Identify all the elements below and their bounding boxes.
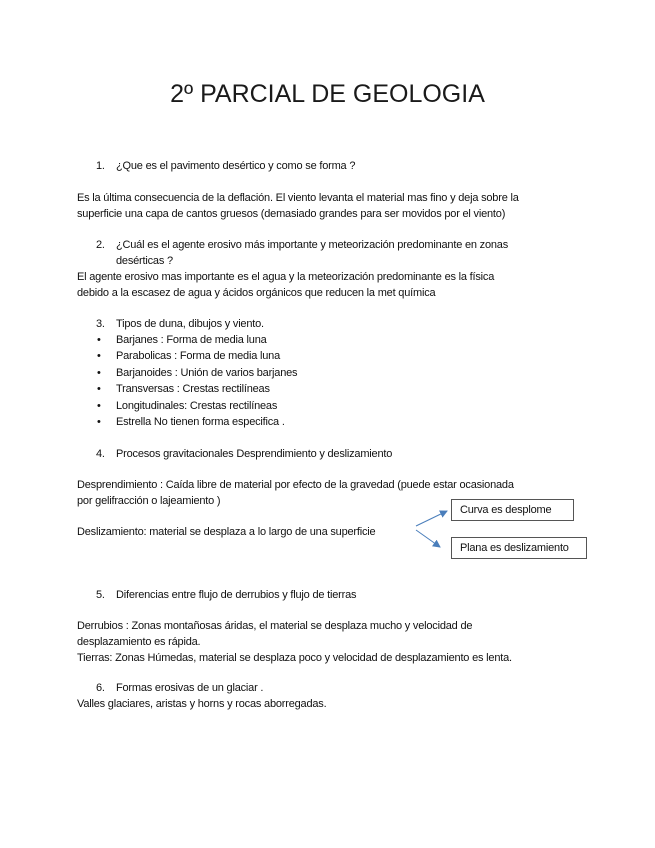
box-curva-desplome: Curva es desplome bbox=[451, 499, 574, 521]
q5-derrubios-line: Derrubios : Zonas montañosas áridas, el material se desplaza mucho y velocidad de bbox=[77, 620, 473, 632]
bullet-icon: • bbox=[97, 350, 101, 362]
bullet-icon: • bbox=[97, 400, 101, 412]
dune-list-item: Longitudinales: Crestas rectilíneas bbox=[116, 400, 278, 412]
q4-deslizamiento: Deslizamiento: material se desplaza a lo largo de una superficie bbox=[77, 526, 376, 538]
box-plana-deslizamiento: Plana es deslizamiento bbox=[451, 537, 587, 559]
q5-derrubios-line: desplazamiento es rápida. bbox=[77, 636, 201, 648]
q1-question: ¿Que es el pavimento desértico y como se forma ? bbox=[116, 160, 356, 172]
q4-question: Procesos gravitacionales Desprendimiento y deslizamiento bbox=[116, 448, 393, 460]
q1-number: 1. bbox=[96, 160, 105, 172]
q5-question: Diferencias entre flujo de derrubios y flujo de tierras bbox=[116, 589, 357, 601]
dune-list-item: Barjanes : Forma de media luna bbox=[116, 334, 267, 346]
q6-answer: Valles glaciares, aristas y horns y rocas aborregadas. bbox=[77, 698, 327, 710]
q1-answer-line: Es la última consecuencia de la deflación. El viento levanta el material mas fino y deja sobre la bbox=[77, 192, 519, 204]
q4-desprendimiento-line: por gelifracción o lajeamiento ) bbox=[77, 495, 221, 507]
q3-number: 3. bbox=[96, 318, 105, 330]
bullet-icon: • bbox=[97, 334, 101, 346]
q1-answer-line: superficie una capa de cantos gruesos (demasiado grandes para ser movidos por el viento) bbox=[77, 208, 506, 220]
dune-list-item: Parabolicas : Forma de media luna bbox=[116, 350, 280, 362]
q6-question: Formas erosivas de un glaciar . bbox=[116, 682, 264, 694]
bullet-icon: • bbox=[97, 416, 101, 428]
dune-list-item: Barjanoides : Unión de varios barjanes bbox=[116, 367, 298, 379]
q5-number: 5. bbox=[96, 589, 105, 601]
q2-answer-line: debido a la escasez de agua y ácidos orgánicos que reducen la met química bbox=[77, 287, 436, 299]
q2-question-line: desérticas ? bbox=[116, 255, 173, 267]
dune-list-item: Transversas : Crestas rectilíneas bbox=[116, 383, 270, 395]
q6-number: 6. bbox=[96, 682, 105, 694]
q2-number: 2. bbox=[96, 239, 105, 251]
bullet-icon: • bbox=[97, 367, 101, 379]
arrow-down-icon bbox=[416, 530, 440, 547]
q2-answer-line: El agente erosivo mas importante es el agua y la meteorización predominante es la física bbox=[77, 271, 495, 283]
q4-number: 4. bbox=[96, 448, 105, 460]
q5-tierras: Tierras: Zonas Húmedas, material se desplaza poco y velocidad de desplazamiento es lenta. bbox=[77, 652, 512, 664]
q4-desprendimiento-line: Desprendimiento : Caída libre de material por efecto de la gravedad (puede estar ocasionada bbox=[77, 479, 514, 491]
q3-question: Tipos de duna, dibujos y viento. bbox=[116, 318, 264, 330]
dune-list-item: Estrella No tienen forma especifica . bbox=[116, 416, 285, 428]
page-title: 2º PARCIAL DE GEOLOGIA bbox=[170, 80, 485, 108]
bullet-icon: • bbox=[97, 383, 101, 395]
arrow-up-icon bbox=[416, 511, 447, 526]
q2-question-line: ¿Cuál es el agente erosivo más importante y meteorización predominante en zonas bbox=[116, 239, 509, 251]
